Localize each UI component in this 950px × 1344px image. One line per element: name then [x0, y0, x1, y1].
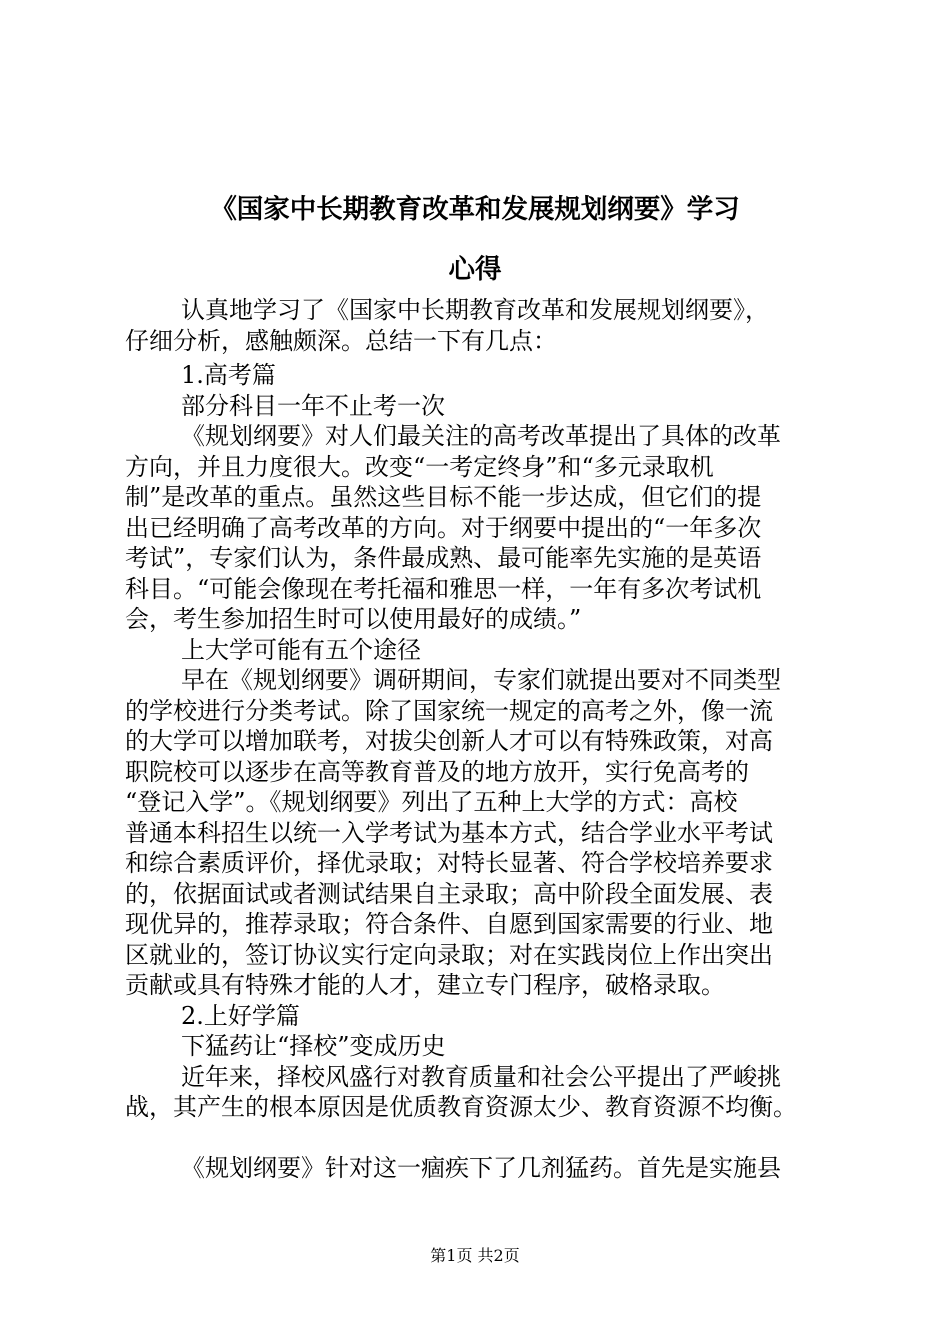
- section-heading: 1.高考篇: [181, 361, 276, 389]
- paragraph-line: 制”是改革的重点。虽然这些目标不能一步达成，但它们的提: [125, 483, 762, 511]
- paragraph-line: 《规划纲要》对人们最关注的高考改革提出了具体的改革: [181, 422, 781, 450]
- page-footer: 第1页 共2页: [430, 1246, 520, 1265]
- paragraph-line: 会，考生参加招生时可以使用最好的成绩。”: [125, 605, 582, 633]
- paragraph-line: 的大学可以增加联考，对拔尖创新人才可以有特殊政策，对高: [125, 727, 773, 755]
- paragraph-line: 考试”，专家们认为，条件最成熟、最可能率先实施的是英语: [125, 544, 762, 572]
- paragraph-line: 和综合素质评价，择优录取；对特长显著、符合学校培养要求: [125, 849, 773, 877]
- paragraph-line: 区就业的，签订协议实行定向录取；对在实践岗位上作出突出: [125, 941, 773, 969]
- paragraph-line: 战，其产生的根本原因是优质教育资源太少、教育资源不均衡。: [125, 1093, 797, 1121]
- paragraph-line: 的，依据面试或者测试结果自主录取；高中阶段全面发展、表: [125, 880, 773, 908]
- subsection-heading: 下猛药让“择校”变成历史: [181, 1032, 446, 1060]
- paragraph-line: 近年来，择校风盛行对教育质量和社会公平提出了严峻挑: [181, 1063, 781, 1091]
- paragraph-line: 《规划纲要》针对这一痼疾下了几剂猛药。首先是实施县: [181, 1154, 781, 1182]
- paragraph-line: 职院校可以逐步在高等教育普及的地方放开，实行免高考的: [125, 758, 749, 786]
- paragraph-line: 贡献或具有特殊才能的人才，建立专门程序，破格录取。: [125, 971, 725, 999]
- subsection-heading: 部分科目一年不止考一次: [181, 392, 445, 420]
- paragraph-line: “登记入学”。《规划纲要》列出了五种上大学的方式：高校: [125, 788, 738, 816]
- paragraph-line: 方向，并且力度很大。改变“一考定终身”和“多元录取机: [125, 453, 714, 481]
- subsection-heading: 上大学可能有五个途径: [181, 636, 421, 664]
- paragraph-line: 现优异的，推荐录取；符合条件、自愿到国家需要的行业、地: [125, 910, 773, 938]
- document-title-line-1: 《国家中长期教育改革和发展规划纲要》学习: [210, 194, 740, 225]
- paragraph-line: 早在《规划纲要》调研期间，专家们就提出要对不同类型: [181, 666, 781, 694]
- paragraph-line: 认真地学习了《国家中长期教育改革和发展规划纲要》，: [181, 296, 769, 324]
- paragraph-line: 普通本科招生以统一入学考试为基本方式，结合学业水平考试: [125, 819, 773, 847]
- paragraph-line: 的学校进行分类考试。除了国家统一规定的高考之外，像一流: [125, 697, 773, 725]
- paragraph-line: 仔细分析，感触颇深。总结一下有几点：: [125, 327, 557, 355]
- document-title-line-2: 心得: [448, 254, 502, 285]
- section-heading: 2.上好学篇: [181, 1002, 300, 1030]
- paragraph-line: 科目。“可能会像现在考托福和雅思一样，一年有多次考试机: [125, 575, 762, 603]
- paragraph-line: 出已经明确了高考改革的方向。对于纲要中提出的“一年多次: [125, 514, 762, 542]
